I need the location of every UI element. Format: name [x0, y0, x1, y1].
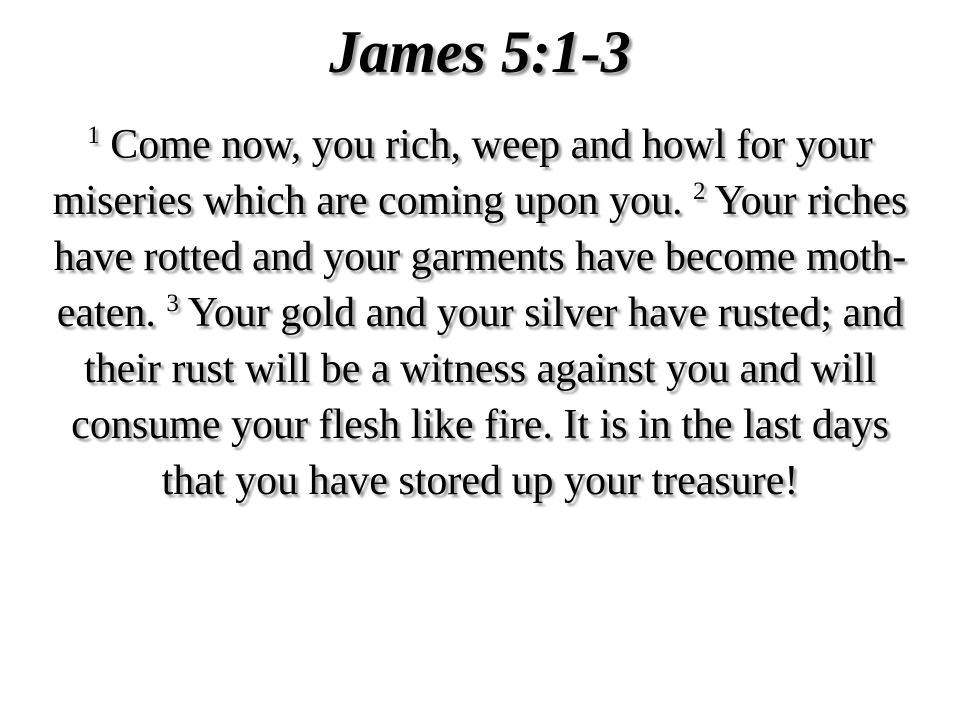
verse-number-2: 2: [693, 178, 706, 205]
verse-text-1: Come now, you rich, weep and howl for your miseries which are coming upon you.: [52, 122, 873, 224]
verse-number-1: 1: [87, 122, 100, 149]
scripture-passage: [40, 117, 920, 509]
verse-text-2: Your riches have rotted and your garments have become moth-eaten.: [53, 178, 908, 336]
verse-text-3: Your gold and your silver have rusted; and their rust will be a witness against you and will consume your flesh like fire. It is in the last days that you have stored up your treasure!: [71, 290, 904, 504]
slide-title: James 5:1-3: [329, 19, 631, 85]
verse-number-3: 3: [166, 290, 179, 317]
